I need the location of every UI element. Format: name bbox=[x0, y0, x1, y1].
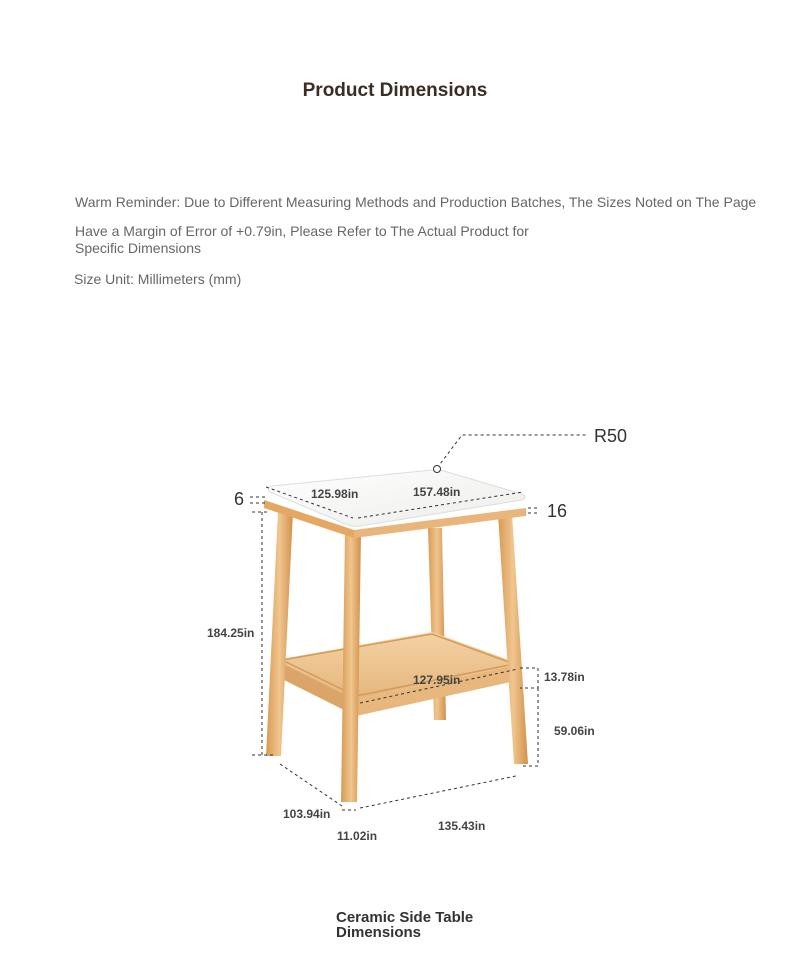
top-depth-label: 125.98in bbox=[311, 487, 359, 501]
front-leg bbox=[341, 532, 361, 802]
edge-thickness-label: 16 bbox=[547, 501, 568, 521]
product-caption bbox=[336, 910, 473, 940]
base-width-label: 135.43in bbox=[438, 819, 486, 833]
radius-label: R50 bbox=[594, 426, 628, 446]
total-height-label: 184.25in bbox=[207, 626, 255, 640]
leg-diameter-label: 11.02in bbox=[337, 829, 378, 843]
lower-shelf bbox=[276, 632, 520, 716]
top-thickness-label: 6 bbox=[234, 489, 245, 509]
top-width-label: 157.48in bbox=[413, 485, 461, 499]
warm-reminder-line-3: Specific Dimensions bbox=[75, 240, 202, 256]
shelf-to-floor-label: 59.06in bbox=[554, 724, 595, 738]
warm-reminder-line-1: Warm Reminder: Due to Different Measuring Methods and Production Batches, The Sizes Noted on The Page bbox=[75, 194, 757, 210]
size-unit-note: Size Unit: Millimeters (mm) bbox=[74, 271, 242, 287]
ceramic-top bbox=[264, 470, 526, 538]
caption-line-1: Ceramic Side Table bbox=[336, 909, 474, 926]
warm-reminder-line-2: Have a Margin of Error of +0.79in, Please Refer to The Actual Product for bbox=[75, 223, 529, 239]
page-title: Product Dimensions bbox=[302, 80, 488, 101]
caption-line-2: Dimensions bbox=[336, 924, 422, 941]
base-depth-label: 103.94in bbox=[283, 807, 331, 821]
shelf-height-label: 13.78in bbox=[544, 670, 585, 684]
right-leg bbox=[498, 514, 528, 764]
shelf-width-label: 127.95in bbox=[413, 673, 461, 687]
left-leg bbox=[266, 512, 293, 756]
